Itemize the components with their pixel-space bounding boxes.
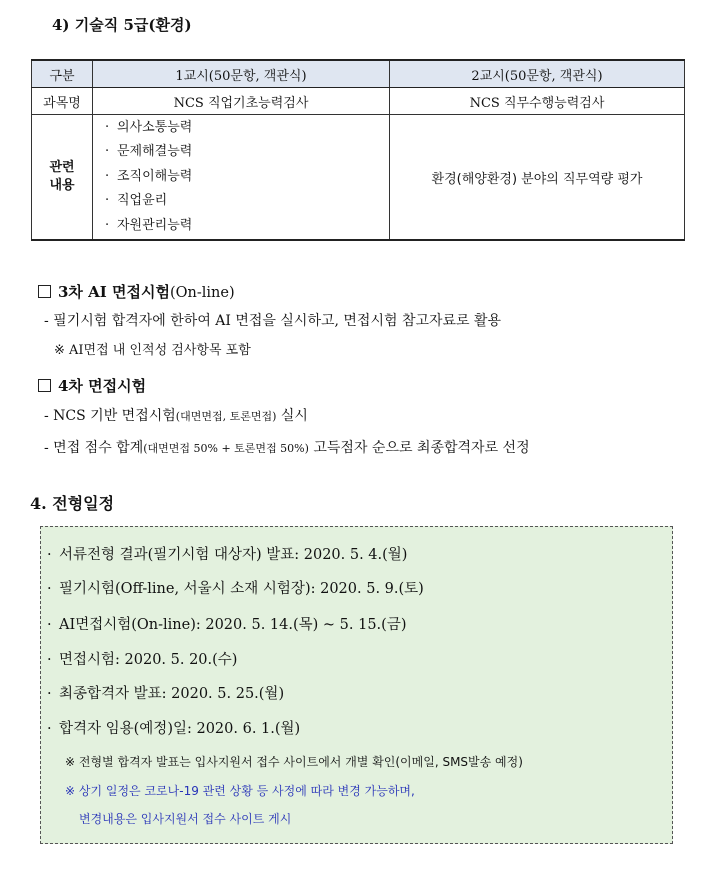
content-label [32, 115, 93, 241]
bullet: · [105, 144, 110, 160]
bullet: · [47, 581, 52, 597]
schedule-note2-line2: 변경내용은 입사지원서 접수 사이트 게시 [79, 812, 292, 826]
content-period1 [93, 115, 390, 241]
ability-text: 직업윤리 [117, 193, 168, 209]
schedule-item [47, 613, 407, 634]
schedule-item-text: AI면접시험(On-line): 2020. 5. 14.(목) ~ 5. 15.(금) [59, 617, 407, 633]
ability-text: 자원관리능력 [117, 217, 193, 233]
schedule-heading: 4. 전형일정 [30, 494, 115, 513]
section4-line2-end: 고득점자 순으로 최종합격자로 선정 [308, 440, 530, 456]
section4-line2 [44, 437, 530, 457]
content-period2: 환경(해양환경) 분야의 직무역량 평가 [390, 115, 685, 241]
schedule-item-text: 면접시험: 2020. 5. 20.(수) [59, 652, 238, 668]
subject-period2: NCS 직무수행능력검사 [390, 88, 685, 115]
subject-label: 과목명 [32, 88, 93, 115]
bullet: · [105, 193, 110, 209]
schedule-item-text: 필기시험(Off-line, 서울시 소재 시험장): 2020. 5. 9.(토) [59, 581, 424, 597]
checkbox-square-icon [38, 379, 51, 392]
section4-line1 [44, 405, 308, 425]
list-item [93, 165, 389, 190]
schedule-item [47, 577, 424, 598]
schedule-item-text: 최종합격자 발표: 2020. 5. 25.(월) [59, 686, 285, 702]
list-item [93, 140, 389, 165]
schedule-item [47, 648, 237, 669]
section4-line1-paren: (대면면접, 토론면접) [175, 410, 277, 423]
table-header-category: 구분 [32, 60, 93, 88]
subject-period1: NCS 직업기초능력검사 [93, 88, 390, 115]
ability-text: 문제해결능력 [117, 144, 193, 160]
bullet: · [47, 652, 52, 668]
section3-line1: - 필기시험 합격자에 한하여 AI 면접을 실시하고, 면접시험 참고자료로 활용 [44, 313, 502, 329]
ability-text: 의사소통능력 [117, 119, 193, 135]
bullet: · [47, 617, 52, 633]
section3-note: ※ AI면접 내 인적성 검사항목 포함 [54, 343, 251, 358]
schedule-note1: ※ 전형별 합격자 발표는 입사지원서 접수 사이트에서 개별 확인(이메일, SMS발송 예정) [65, 755, 523, 769]
content-label-line1: 관련 [49, 160, 75, 175]
bullet: · [105, 168, 110, 184]
bullet: · [47, 721, 52, 737]
bullet: · [105, 217, 110, 233]
bullet: · [47, 547, 52, 563]
section4-line2-paren: (대면면접 50% + 토론면접 50%) [143, 442, 309, 455]
schedule-note2-line1: ※ 상기 일정은 코로나-19 관련 상황 등 사정에 따라 변경 가능하며, [65, 784, 415, 798]
bullet: · [47, 686, 52, 702]
table-header-period2: 2교시(50문항, 객관식) [390, 60, 685, 88]
section3-title-paren: (On-line) [170, 285, 235, 301]
section3-title [38, 281, 235, 302]
section4-title-bold: 4차 면접시험 [58, 377, 147, 395]
checkbox-square-icon [38, 285, 51, 298]
list-item [93, 116, 389, 141]
schedule-item-text: 서류전형 결과(필기시험 대상자) 발표: 2020. 5. 4.(월) [59, 547, 408, 563]
bullet: · [105, 119, 110, 135]
schedule-item [47, 543, 407, 564]
table-header-period1: 1교시(50문항, 객관식) [93, 60, 390, 88]
section4-title [38, 375, 146, 396]
schedule-item [47, 717, 300, 738]
ability-text: 조직이해능력 [117, 168, 193, 184]
section4-line1-end: 실시 [276, 408, 308, 424]
schedule-item-text: 합격자 임용(예정)일: 2020. 6. 1.(월) [59, 721, 301, 737]
exam-table [31, 59, 685, 241]
schedule-item [47, 682, 284, 703]
list-item [93, 189, 389, 214]
subheading: 4) 기술직 5급(환경) [52, 16, 192, 34]
ability-list [93, 116, 389, 239]
section4-line2-main: - 면접 점수 합계 [44, 440, 144, 456]
content-label-line2: 내용 [49, 178, 75, 193]
section3-title-bold: 3차 AI 면접시험 [58, 283, 170, 301]
section4-line1-main: - NCS 기반 면접시험 [44, 408, 176, 424]
list-item [93, 214, 389, 239]
schedule-box [40, 526, 673, 844]
